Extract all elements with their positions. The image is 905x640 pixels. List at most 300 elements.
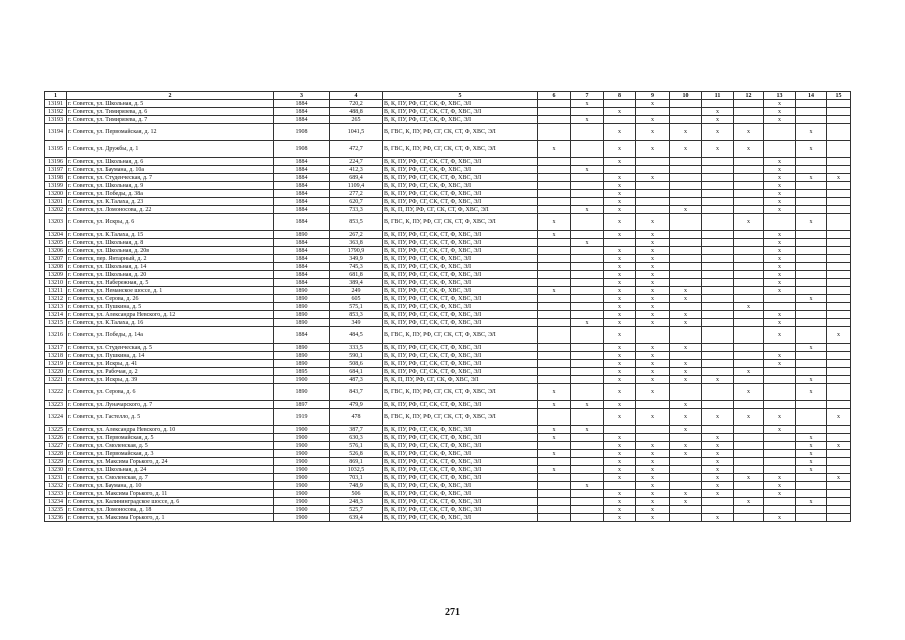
table-cell: x: [604, 442, 636, 450]
table-cell: [636, 158, 670, 166]
table-cell: [764, 344, 796, 352]
table-cell: [702, 166, 734, 174]
table-cell: [702, 319, 734, 327]
table-cell: [827, 255, 851, 263]
table-cell: [827, 263, 851, 271]
table-cell: [796, 182, 827, 190]
table-cell: [796, 506, 827, 514]
table-cell: 1890: [274, 360, 330, 368]
table-cell: [571, 303, 604, 311]
table-cell: г. Советск, ул. Первомайская, д. 3: [67, 450, 274, 458]
table-cell: x: [827, 174, 851, 182]
table-cell: [571, 458, 604, 466]
table-cell: 13200: [45, 190, 67, 198]
table-cell: 639,4: [330, 514, 383, 522]
table-cell: [827, 141, 851, 158]
table-cell: x: [604, 271, 636, 279]
table-cell: В, К, ПУ, РФ, СГ, СК, Ф, ХВС, ЭЛ: [383, 255, 538, 263]
table-cell: x: [636, 498, 670, 506]
table-cell: 1890: [274, 344, 330, 352]
table-cell: [796, 311, 827, 319]
table-cell: 389,4: [330, 279, 383, 287]
table-cell: x: [702, 442, 734, 450]
table-cell: [702, 263, 734, 271]
table-cell: [538, 166, 571, 174]
table-cell: [538, 198, 571, 206]
table-cell: 1884: [274, 174, 330, 182]
table-cell: 1884: [274, 271, 330, 279]
table-cell: x: [636, 514, 670, 522]
table-cell: В, К, ПУ, РФ, СГ, СК, СТ, Ф, ХВС, ЭЛ: [383, 108, 538, 116]
table-cell: x: [636, 303, 670, 311]
table-row: [45, 231, 851, 239]
table-cell: [670, 482, 702, 490]
table-cell: г. Советск, ул. Победы, д. 38а: [67, 190, 274, 198]
table-cell: x: [670, 287, 702, 295]
table-cell: x: [702, 409, 734, 426]
table-cell: x: [734, 141, 764, 158]
table-cell: x: [702, 482, 734, 490]
table-cell: 13199: [45, 182, 67, 190]
table-cell: г. Советск, ул. Школьная, д. 14: [67, 263, 274, 271]
table-cell: [702, 360, 734, 368]
table-cell: [796, 319, 827, 327]
table-cell: [702, 190, 734, 198]
table-cell: x: [764, 100, 796, 108]
table-cell: [734, 190, 764, 198]
table-cell: [796, 108, 827, 116]
table-cell: 13231: [45, 474, 67, 482]
table-cell: [734, 271, 764, 279]
table-cell: 13218: [45, 352, 67, 360]
table-cell: [827, 124, 851, 141]
table-cell: 13194: [45, 124, 67, 141]
table-cell: 1884: [274, 116, 330, 124]
table-cell: [571, 376, 604, 384]
table-cell: x: [636, 231, 670, 239]
table-cell: x: [796, 376, 827, 384]
table-cell: x: [702, 108, 734, 116]
table-cell: В, К, ПУ, РФ, СГ, СК, СТ, Ф, ХВС, ЭЛ: [383, 368, 538, 376]
table-cell: x: [764, 190, 796, 198]
table-cell: 681,8: [330, 271, 383, 279]
table-cell: x: [670, 498, 702, 506]
table-cell: 13227: [45, 442, 67, 450]
table-cell: x: [764, 352, 796, 360]
table-cell: [538, 344, 571, 352]
table-cell: x: [636, 376, 670, 384]
table-cell: [764, 442, 796, 450]
table-cell: [734, 100, 764, 108]
table-cell: В, К, ПУ, РФ, СГ, СК, СТ, Ф, ХВС, ЭЛ: [383, 231, 538, 239]
table-cell: г. Советск, ул. Студенческая, д. 7: [67, 174, 274, 182]
table-cell: x: [571, 239, 604, 247]
table-cell: [571, 344, 604, 352]
table-cell: x: [604, 458, 636, 466]
table-cell: [636, 182, 670, 190]
table-cell: [538, 482, 571, 490]
table-cell: [734, 116, 764, 124]
table-cell: [571, 190, 604, 198]
table-cell: 620,7: [330, 198, 383, 206]
table-cell: [734, 376, 764, 384]
table-cell: [796, 190, 827, 198]
table-cell: [702, 182, 734, 190]
table-cell: x: [636, 360, 670, 368]
table-cell: x: [796, 295, 827, 303]
table-cell: г. Советск, ул. Рабочая, д. 2: [67, 368, 274, 376]
table-cell: [827, 360, 851, 368]
table-cell: [827, 182, 851, 190]
table-cell: [827, 401, 851, 409]
table-cell: [571, 141, 604, 158]
table-cell: [538, 319, 571, 327]
table-cell: [538, 108, 571, 116]
table-cell: В, К, ПУ, РФ, СГ, СК, СТ, Ф, ХВС, ЭЛ: [383, 190, 538, 198]
table-cell: 13207: [45, 255, 67, 263]
table-cell: x: [604, 466, 636, 474]
table-cell: x: [796, 434, 827, 442]
table-cell: [796, 303, 827, 311]
table-cell: x: [796, 344, 827, 352]
table-cell: 1890: [274, 319, 330, 327]
table-cell: 13214: [45, 311, 67, 319]
table-row: [45, 271, 851, 279]
table-cell: x: [764, 490, 796, 498]
table-cell: 13196: [45, 158, 67, 166]
table-cell: [571, 263, 604, 271]
table-cell: [538, 498, 571, 506]
table-cell: [702, 158, 734, 166]
table-cell: 249: [330, 287, 383, 295]
table-cell: x: [670, 426, 702, 434]
table-cell: [538, 311, 571, 319]
table-row: [45, 247, 851, 255]
table-cell: [571, 174, 604, 182]
table-cell: 1900: [274, 376, 330, 384]
table-cell: г. Советск, ул. Ломоносова, д. 22: [67, 206, 274, 214]
table-cell: [571, 295, 604, 303]
table-cell: [538, 442, 571, 450]
table-cell: [702, 352, 734, 360]
table-cell: [538, 255, 571, 263]
table-cell: 1884: [274, 206, 330, 214]
table-cell: [702, 295, 734, 303]
table-cell: x: [764, 247, 796, 255]
table-cell: 1884: [274, 158, 330, 166]
table-cell: [827, 490, 851, 498]
table-cell: [538, 352, 571, 360]
table-cell: [670, 182, 702, 190]
table-cell: г. Советск, ул. Тимирязева, д. 6: [67, 108, 274, 116]
table-cell: [827, 231, 851, 239]
table-cell: 1895: [274, 368, 330, 376]
table-row: [45, 198, 851, 206]
table-row: [45, 303, 851, 311]
table-cell: г. Советск, ул. Ломоносова, д. 18: [67, 506, 274, 514]
table-cell: [571, 506, 604, 514]
table-cell: x: [604, 255, 636, 263]
table-row: [45, 327, 851, 344]
table-cell: 1890: [274, 287, 330, 295]
table-cell: 1900: [274, 506, 330, 514]
table-cell: [734, 482, 764, 490]
table-cell: [670, 239, 702, 247]
column-header: 14: [796, 92, 827, 100]
table-cell: 349: [330, 319, 383, 327]
table-cell: В, К, ПУ, РФ, СГ, СК, СТ, Ф, ХВС, ЭЛ: [383, 401, 538, 409]
table-cell: x: [636, 442, 670, 450]
table-body: [45, 92, 851, 522]
table-cell: 1900: [274, 442, 330, 450]
table-cell: [734, 263, 764, 271]
table-row: [45, 108, 851, 116]
table-cell: 363,8: [330, 239, 383, 247]
table-cell: [827, 303, 851, 311]
table-cell: x: [702, 376, 734, 384]
table-cell: 13206: [45, 247, 67, 255]
table-cell: x: [764, 198, 796, 206]
table-cell: 1900: [274, 490, 330, 498]
table-cell: [827, 482, 851, 490]
table-cell: [827, 368, 851, 376]
table-cell: В, К, ПУ, РФ, СГ, СК, СТ, Ф, ХВС, ЭЛ: [383, 239, 538, 247]
table-cell: 1900: [274, 466, 330, 474]
table-cell: 1900: [274, 458, 330, 466]
table-cell: 1908: [274, 141, 330, 158]
table-cell: [571, 214, 604, 231]
table-cell: [827, 108, 851, 116]
table-cell: [796, 158, 827, 166]
table-cell: [538, 458, 571, 466]
table-cell: [604, 482, 636, 490]
table-cell: x: [796, 384, 827, 401]
table-cell: [734, 319, 764, 327]
table-cell: г. Советск, ул. К.Талаха, д. 15: [67, 231, 274, 239]
table-cell: [670, 108, 702, 116]
table-cell: 508,6: [330, 360, 383, 368]
table-cell: x: [764, 158, 796, 166]
table-cell: 1884: [274, 108, 330, 116]
table-cell: 484,5: [330, 327, 383, 344]
table-cell: [571, 311, 604, 319]
table-cell: В, К, ПУ, РФ, СГ, СК, СТ, Ф, ХВС, ЭЛ: [383, 344, 538, 352]
table-cell: [670, 271, 702, 279]
table-cell: [571, 514, 604, 522]
table-cell: В, К, ПУ, РФ, СГ, СК, СТ, Ф, ХВС, ЭЛ: [383, 198, 538, 206]
table-cell: 630,3: [330, 434, 383, 442]
table-cell: [571, 490, 604, 498]
table-cell: x: [538, 231, 571, 239]
table-cell: г. Советск, ул. Искры, д. 39: [67, 376, 274, 384]
table-cell: x: [538, 401, 571, 409]
table-cell: [796, 255, 827, 263]
table-cell: 13230: [45, 466, 67, 474]
table-cell: x: [538, 287, 571, 295]
column-header: 3: [274, 92, 330, 100]
table-cell: [670, 514, 702, 522]
table-cell: 575,1: [330, 303, 383, 311]
table-cell: [604, 426, 636, 434]
table-row: [45, 214, 851, 231]
table-cell: [796, 100, 827, 108]
table-cell: [670, 158, 702, 166]
table-cell: x: [636, 458, 670, 466]
table-cell: [538, 514, 571, 522]
table-cell: 13215: [45, 319, 67, 327]
table-cell: [670, 247, 702, 255]
table-cell: x: [764, 231, 796, 239]
table-cell: [734, 327, 764, 344]
table-cell: x: [604, 295, 636, 303]
table-cell: [827, 116, 851, 124]
table-cell: г. Советск, ул. Дружбы, д. 1: [67, 141, 274, 158]
table-row: [45, 344, 851, 352]
table-cell: [571, 384, 604, 401]
table-cell: x: [604, 287, 636, 295]
table-cell: x: [636, 287, 670, 295]
table-cell: x: [764, 474, 796, 482]
table-row: [45, 426, 851, 434]
table-cell: 13219: [45, 360, 67, 368]
table-cell: x: [764, 108, 796, 116]
table-cell: 748,9: [330, 482, 383, 490]
table-cell: x: [538, 466, 571, 474]
table-cell: [702, 426, 734, 434]
table-cell: [764, 303, 796, 311]
table-cell: [796, 401, 827, 409]
table-row: [45, 141, 851, 158]
table-row: [45, 190, 851, 198]
table-cell: [734, 434, 764, 442]
table-cell: [702, 206, 734, 214]
table-cell: [734, 108, 764, 116]
table-cell: г. Советск, ул. Баумана, д. 10а: [67, 166, 274, 174]
table-row: [45, 482, 851, 490]
table-cell: x: [538, 384, 571, 401]
table-cell: 1900: [274, 450, 330, 458]
table-cell: [734, 295, 764, 303]
table-cell: [571, 434, 604, 442]
table-cell: x: [764, 360, 796, 368]
table-cell: [734, 352, 764, 360]
table-cell: В, К, ПУ, РФ, СГ, СК, Ф, ХВС, ЭЛ: [383, 426, 538, 434]
table-cell: 1884: [274, 255, 330, 263]
table-row: [45, 434, 851, 442]
table-cell: [827, 466, 851, 474]
table-cell: [702, 100, 734, 108]
table-cell: г. Советск, ул. Школьная, д. 24: [67, 466, 274, 474]
table-cell: 13197: [45, 166, 67, 174]
table-cell: [827, 279, 851, 287]
table-cell: [764, 214, 796, 231]
table-cell: [702, 255, 734, 263]
table-cell: [734, 360, 764, 368]
table-cell: [827, 206, 851, 214]
table-cell: [734, 401, 764, 409]
table-cell: x: [636, 506, 670, 514]
table-cell: [571, 247, 604, 255]
table-cell: x: [636, 239, 670, 247]
table-cell: [538, 327, 571, 344]
table-cell: 472,7: [330, 141, 383, 158]
table-cell: 1884: [274, 166, 330, 174]
table-cell: 1884: [274, 239, 330, 247]
table-cell: 1900: [274, 474, 330, 482]
table-cell: [702, 327, 734, 344]
table-cell: x: [796, 498, 827, 506]
table-cell: [827, 434, 851, 442]
table-cell: x: [670, 442, 702, 450]
table-cell: x: [604, 450, 636, 458]
table-cell: [734, 287, 764, 295]
table-cell: [702, 214, 734, 231]
table-cell: x: [538, 426, 571, 434]
table-cell: [796, 116, 827, 124]
table-cell: x: [734, 303, 764, 311]
table-cell: [734, 311, 764, 319]
table-cell: x: [604, 174, 636, 182]
table-cell: x: [796, 466, 827, 474]
table-cell: 689,4: [330, 174, 383, 182]
table-cell: [670, 466, 702, 474]
table-cell: [670, 190, 702, 198]
table-row: [45, 295, 851, 303]
table-row: [45, 311, 851, 319]
table-cell: [670, 458, 702, 466]
table-cell: [670, 166, 702, 174]
table-cell: г. Советск, ул. Школьная, д. 8: [67, 239, 274, 247]
table-cell: x: [636, 247, 670, 255]
table-cell: 13210: [45, 279, 67, 287]
table-cell: В, К, ПУ, РФ, СГ, СК, Ф, ХВС, ЭЛ: [383, 514, 538, 522]
table-row: [45, 352, 851, 360]
table-cell: x: [734, 474, 764, 482]
table-cell: [702, 303, 734, 311]
table-cell: x: [827, 327, 851, 344]
table-cell: 525,7: [330, 506, 383, 514]
table-cell: x: [636, 368, 670, 376]
table-cell: [670, 231, 702, 239]
table-cell: г. Советск, ул. Тимирязева, д. 7: [67, 116, 274, 124]
table-cell: x: [571, 482, 604, 490]
table-cell: 1900: [274, 426, 330, 434]
table-cell: [670, 474, 702, 482]
table-cell: [538, 124, 571, 141]
table-cell: 1919: [274, 409, 330, 426]
table-cell: x: [636, 255, 670, 263]
table-row: [45, 490, 851, 498]
table-cell: [764, 466, 796, 474]
table-cell: [636, 108, 670, 116]
table-cell: В, К, ПУ, РФ, СГ, СК, СТ, Ф, ХВС, ЭЛ: [383, 295, 538, 303]
table-cell: [670, 434, 702, 442]
table-cell: В, К, ПУ, РФ, СГ, СК, Ф, ХВС, ЭЛ: [383, 279, 538, 287]
table-cell: x: [702, 514, 734, 522]
table-cell: [827, 514, 851, 522]
table-cell: [636, 426, 670, 434]
table-cell: [538, 100, 571, 108]
table-cell: [604, 239, 636, 247]
column-header: 6: [538, 92, 571, 100]
table-cell: г. Советск, ул. Школьная, д. 5: [67, 100, 274, 108]
table-cell: x: [604, 434, 636, 442]
table-cell: [571, 255, 604, 263]
table-cell: [764, 498, 796, 506]
table-cell: [734, 206, 764, 214]
table-cell: [670, 174, 702, 182]
table-cell: x: [604, 376, 636, 384]
